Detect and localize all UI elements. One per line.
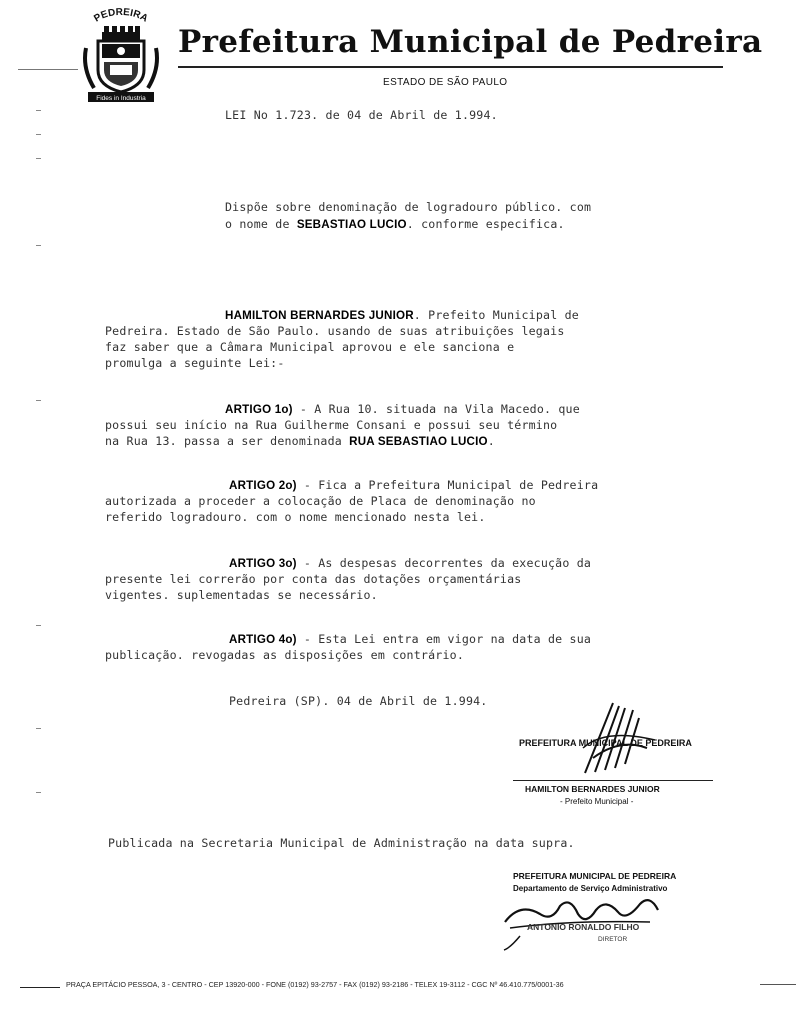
header-rule — [178, 66, 723, 68]
margin-mark — [36, 792, 41, 793]
footer-right-rule — [760, 984, 796, 985]
preamble-line-1 — [225, 308, 579, 322]
director-name: ANTONIO RONALDO FILHO — [527, 922, 640, 932]
mayor-signature-role: - Prefeito Municipal - — [560, 797, 634, 806]
street-new-name: RUA SEBASTIAO LUCIO — [349, 435, 488, 448]
date-line: Pedreira (SP). 04 de Abril de 1.994. — [229, 694, 488, 708]
art4-line-2: publicação. revogadas as disposições em contrário. — [105, 648, 465, 662]
signature-stamp-1: PREFEITURA MUNICIPAL DE PEDREIRA — [519, 738, 692, 748]
margin-mark — [36, 158, 41, 159]
law-title: LEI No 1.723. de 04 de Abril de 1.994. — [225, 108, 498, 122]
art2-line-1 — [229, 478, 598, 492]
seal-text-top: PEDREIRA — [92, 8, 150, 25]
header-left-rule — [18, 69, 78, 70]
publication-note: Publicada na Secretaria Municipal de Administração na data supra. — [108, 836, 575, 850]
art4-text: - Esta Lei entra em vigor na data de sua — [296, 632, 592, 646]
margin-mark — [36, 245, 41, 246]
margin-mark — [36, 400, 41, 401]
preamble-line-3: faz saber que a Câmara Municipal aprovou e ele sanciona e — [105, 340, 515, 354]
margin-mark — [36, 134, 41, 135]
art2-text: - Fica a Prefeitura Municipal de Pedreira — [296, 478, 599, 492]
art4-label: ARTIGO 4o) — [229, 633, 297, 646]
ementa-text: o nome de — [225, 217, 297, 231]
preamble-line-2: Pedreira. Estado de São Paulo. usando de suas atribuições legais — [105, 324, 565, 338]
seal-text-bottom: Fides in Industria — [96, 95, 146, 102]
art3-line-3: vigentes. suplementadas se necessário. — [105, 588, 378, 602]
preamble-text: . Prefeito Municipal de — [413, 308, 579, 322]
signature-line-1 — [513, 780, 713, 781]
footer-left-rule — [20, 987, 60, 988]
art2-label: ARTIGO 2o) — [229, 479, 297, 492]
mayor-name: HAMILTON BERNARDES JUNIOR — [225, 309, 414, 322]
art4-line-1 — [229, 632, 591, 646]
ementa-text: . conforme especifica. — [406, 217, 565, 231]
art1-line-2: possui seu início na Rua Guilherme Consani e possui seu término — [105, 418, 558, 432]
art2-line-3: referido logradouro. com o nome mencionado nesta lei. — [105, 510, 486, 524]
margin-mark — [36, 110, 41, 111]
footer-address: PRAÇA EPITÁCIO PESSOA, 3 - CENTRO - CEP 13920-000 - FONE (0192) 93-2757 - FAX (0192) 93-2186 - TELEX 19-3112 - CGC Nº 46.410.775/0001-36 — [66, 980, 564, 989]
svg-text:PEDREIRA — [92, 8, 149, 25]
director-role: DIRETOR — [598, 936, 628, 943]
ementa-line-2 — [225, 217, 565, 231]
art3-line-2: presente lei correrão por conta das dotações orçamentárias — [105, 572, 522, 586]
department-stamp-2: Departamento de Serviço Administrativo — [513, 884, 668, 893]
street-person-name: SEBASTIAO LUCIO — [296, 218, 407, 231]
art1-line-3 — [105, 434, 495, 448]
margin-mark — [36, 728, 41, 729]
preamble-line-4: promulga a seguinte Lei:- — [105, 356, 285, 370]
ementa-line-1: Dispõe sobre denominação de logradouro público. com — [225, 200, 592, 214]
art1-label: ARTIGO 1o) — [225, 403, 293, 416]
art1-text: na Rua 13. passa a ser denominada — [105, 434, 350, 448]
margin-mark — [36, 625, 41, 626]
art3-label: ARTIGO 3o) — [229, 557, 297, 570]
coat-of-arms-seal — [80, 8, 162, 104]
art1-line-1 — [225, 402, 580, 416]
department-stamp-1: PREFEITURA MUNICIPAL DE PEDREIRA — [513, 871, 677, 881]
art3-text: - As despesas decorrentes da execução da — [296, 556, 592, 570]
art1-text: - A Rua 10. situada na Vila Macedo. que — [292, 402, 580, 416]
art3-line-1 — [229, 556, 591, 570]
art1-text: . — [487, 434, 495, 448]
page-title: Prefeitura Municipal de Pedreira — [178, 24, 763, 60]
art2-line-2: autorizada a proceder a colocação de Placa de denominação no — [105, 494, 536, 508]
state-subtitle: ESTADO DE SÃO PAULO — [383, 77, 508, 88]
mayor-signature-name: HAMILTON BERNARDES JUNIOR — [525, 784, 660, 794]
